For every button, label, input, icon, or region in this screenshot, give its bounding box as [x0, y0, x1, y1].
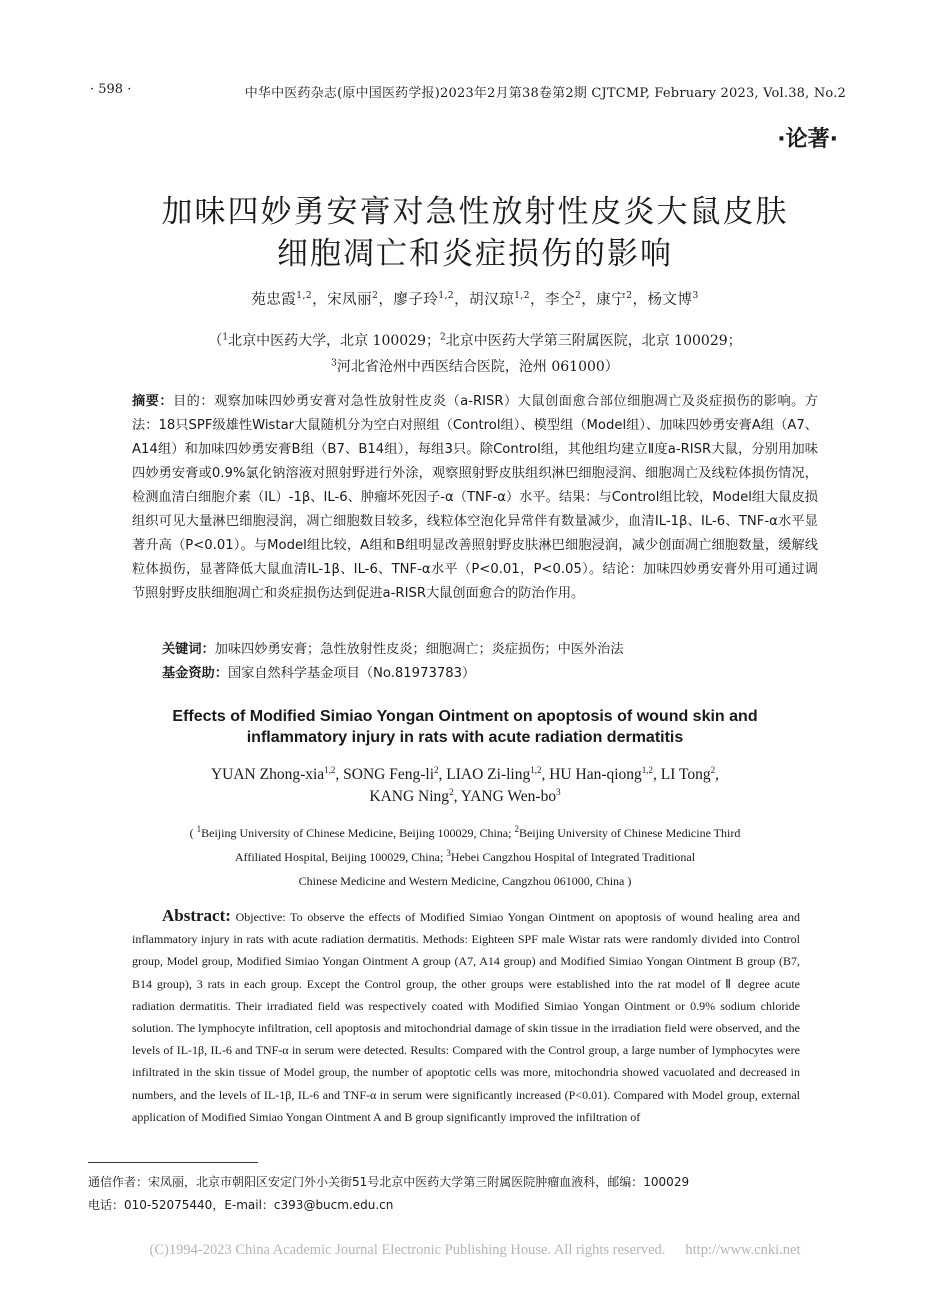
watermark-url: http://www.cnki.net: [685, 1242, 801, 1258]
title-en-line-1: Effects of Modified Simiao Yongan Ointment on apoptosis of wound skin and: [172, 708, 758, 725]
author-affiliation-mark: 1,2: [324, 764, 336, 775]
authors-cn: 苑忠霞$^{1,2}$，宋凤丽$^2$，廖子玲$^{1,2}$，胡汉琼$^{1,2}$，李仝$^2$，康宁$^2$，杨文博$^3$: [251, 291, 699, 308]
author-name: SONG Feng-li: [343, 766, 435, 783]
author-affiliation-mark: 3: [556, 786, 561, 797]
author-affiliation-mark: 2: [626, 291, 633, 302]
abstract-cn-label: 摘要：: [132, 394, 174, 409]
author-name: 宋凤丽: [327, 292, 373, 308]
authors-en-line-1: YUAN Zhong-xia$^{1,2}$, SONG Feng-$li^2$, LIAO Zi-ling$^{1,2}$, HU Han-qiong$^{1,2}$, LI Tong$^2$,: [210, 764, 720, 783]
author-affiliation-mark: 1,2: [296, 291, 313, 302]
author-affiliation-mark: 2: [575, 291, 582, 302]
affiliations-en-line-1: ( $^1$Beijing University of Chinese Medicine, Beijing 100029, China; $^2$Beijing University of Chinese Medicine Third: [189, 824, 741, 840]
author-name: LIAO Zi-ling: [446, 766, 531, 783]
author-name: 李仝: [545, 292, 575, 308]
abstract-cn-text: 目的：观察加味四妙勇安膏对急性放射性皮炎（a-RISR）大鼠创面愈合部位细胞凋亡及炎症损伤的影响。方法：18只SPF级雄性Wistar大鼠随机分为空白对照组（Control组）、模型组（Model组）、加味四妙勇安膏A组（A7、A14组）和加味四妙勇安膏B组（B7、B14组），每组3只。除Control组，其他组均建立Ⅱ度a-RISR大鼠，分别用加味四妙勇安膏或0.9%氯化钠溶液对照射野进行外涂，观察照射野皮肤组织淋巴细胞浸润、细胞凋亡及线粒体损伤情况，检测血清白细胞介素（IL）-1β、IL-6、肿瘤坏死因子-α（TNF-α）水平。结果：与Control组比较，Model组大鼠皮损组织可见大量淋巴细胞浸润，凋亡细胞数目较多，线粒体空泡化异常伴有数量减少，血清IL-1β、IL-6、TNF-α水平显著升高（P<0.01）。与Model组比较，A组和B组明显改善照射野皮肤淋巴细胞浸润，减少创面凋亡细胞数量，缓解线粒体损伤，显著降低大鼠血清IL-1β、IL-6、TNF-α水平（P<0.01，P<0.05）。结论：加味四妙勇安膏外用可通过调节照射野皮肤细胞凋亡和炎症损伤达到促进a-RISR大鼠创面愈合的防治作用。: [132, 394, 818, 601]
author-name: KANG Ning: [369, 788, 450, 805]
section-tag: ·论著·: [777, 127, 838, 152]
footnote-contact: 电话：010-52075440，E-mail：c393@bucm.edu.cn: [88, 1198, 394, 1212]
author-name: 苑忠霞: [251, 292, 297, 308]
author-name: 康宁: [596, 292, 627, 308]
page-number: · 598 ·: [90, 82, 132, 97]
footnote-divider: [88, 1162, 258, 1163]
abstract-en-text: Objective: To observe the effects of Modified Simiao Yongan Ointment on apoptosis of wound healing area and inflammatory injury in rats with acute radiation dermatitis. Methods: Eighteen SPF male Wistar rats were randomly divided into Control group, Model group, Modified Simiao Yongan Ointment A group (A7, A14 group) and Modified Simiao Yongan Ointment B group (B7, B14 group), 3 rats in each group. Except the Control group, the other groups were established into the rat model of Ⅱ degree acute radiation dermatitis. Their irradiated field was respectively coated with Modified Simiao Yongan Ointment or 0.9% sodium chloride solution. The lymphocyte infiltration, cell apoptosis and mitochondrial damage of skin tissue in the irradiation field were observed, and the levels of IL-1β, IL-6 and TNF-α in serum were detected. Results: Compared with the Control group, a large number of lymphocytes were infiltrated in the skin tissue of Model group, the number of apoptotic cells was more, mitochondria showed vacuolated and decreased in numbers, and the levels of IL-1β, IL-6 and TNF-α in serum were significantly increased (P<0.01). Compared with Model group, external application of Modified Simiao Yongan Ointment A and B group significantly improved the infiltration of: [132, 910, 800, 1124]
footnote-correspondence: 通信作者：宋凤丽，北京市朝阳区安定门外小关街51号北京中医药大学第三附属医院肿瘤血液科，邮编：100029: [88, 1175, 690, 1189]
author-affiliation-mark: 1,2: [530, 764, 542, 775]
author-affiliation-mark: 2: [449, 786, 454, 797]
copyright-watermark: (C)1994-2023 China Academic Journal Electronic Publishing House. All rights reserved. http://www.cnki.net: [149, 1242, 801, 1258]
author-name: 廖子玲: [393, 292, 439, 308]
author-name: YANG Wen-bo: [460, 788, 557, 805]
author-affiliation-mark: 2: [434, 764, 439, 775]
author-affiliation-mark: 1,2: [641, 764, 654, 775]
title-en-line-2: inflammatory injury in rats with acute radiation dermatitis: [246, 729, 684, 746]
author-name: LI Tong: [660, 766, 711, 783]
author-affiliation-mark: 1,2: [514, 291, 530, 302]
affiliations-en-line-3: Chinese Medicine and Western Medicine, Cangzhou 061000, China ): [298, 874, 632, 888]
affiliations-en-line-2: Affiliated Hospital, Beijing 100029, China; $^3$Hebei Cangzhou Hospital of Integrated Traditional: [234, 848, 696, 864]
authors-en-line-2: KANG Ning$^2$, YANG Wen-$bo^3$: [369, 786, 561, 805]
keywords-cn: 关键词：加味四妙勇安膏；急性放射性皮炎；细胞凋亡；炎症损伤；中医外治法: [162, 642, 624, 657]
title-cn-line-2: 细胞凋亡和炎症损伤的影响: [277, 236, 673, 272]
author-name: YUAN Zhong-xia: [210, 766, 325, 783]
author-name: 杨文博: [647, 292, 693, 308]
title-cn-line-1: 加味四妙勇安膏对急性放射性皮炎大鼠皮肤: [161, 194, 789, 230]
author-name: 胡汉琼: [469, 292, 515, 308]
affiliations-cn-line-2: $^3$河北省沧州中西医结合医院，沧州 061000）: [331, 358, 619, 375]
author-name: HU Han-qiong: [549, 766, 642, 783]
funding-cn: 基金资助：国家自然科学基金项目（No.81973783）: [162, 666, 476, 681]
running-header-journal: 中华中医药杂志(原中国医药学报)2023年2月第38卷第2期 CJTCMP, February 2023, Vol.38, No.2: [244, 86, 846, 101]
author-affiliation-mark: 2: [372, 291, 379, 302]
affiliations-cn-line-1: （$^1$北京中医药大学，北京 100029；$^2$北京中医药大学第三附属医院，北京 100029；: [208, 332, 742, 349]
abstract-en: [132, 905, 800, 1128]
author-affiliation-mark: 1,2: [438, 291, 455, 302]
abstract-en-label: Abstract:: [162, 906, 231, 925]
author-affiliation-mark: 2: [710, 764, 716, 775]
author-affiliation-mark: 3: [692, 291, 699, 302]
abstract-cn: [132, 390, 818, 606]
